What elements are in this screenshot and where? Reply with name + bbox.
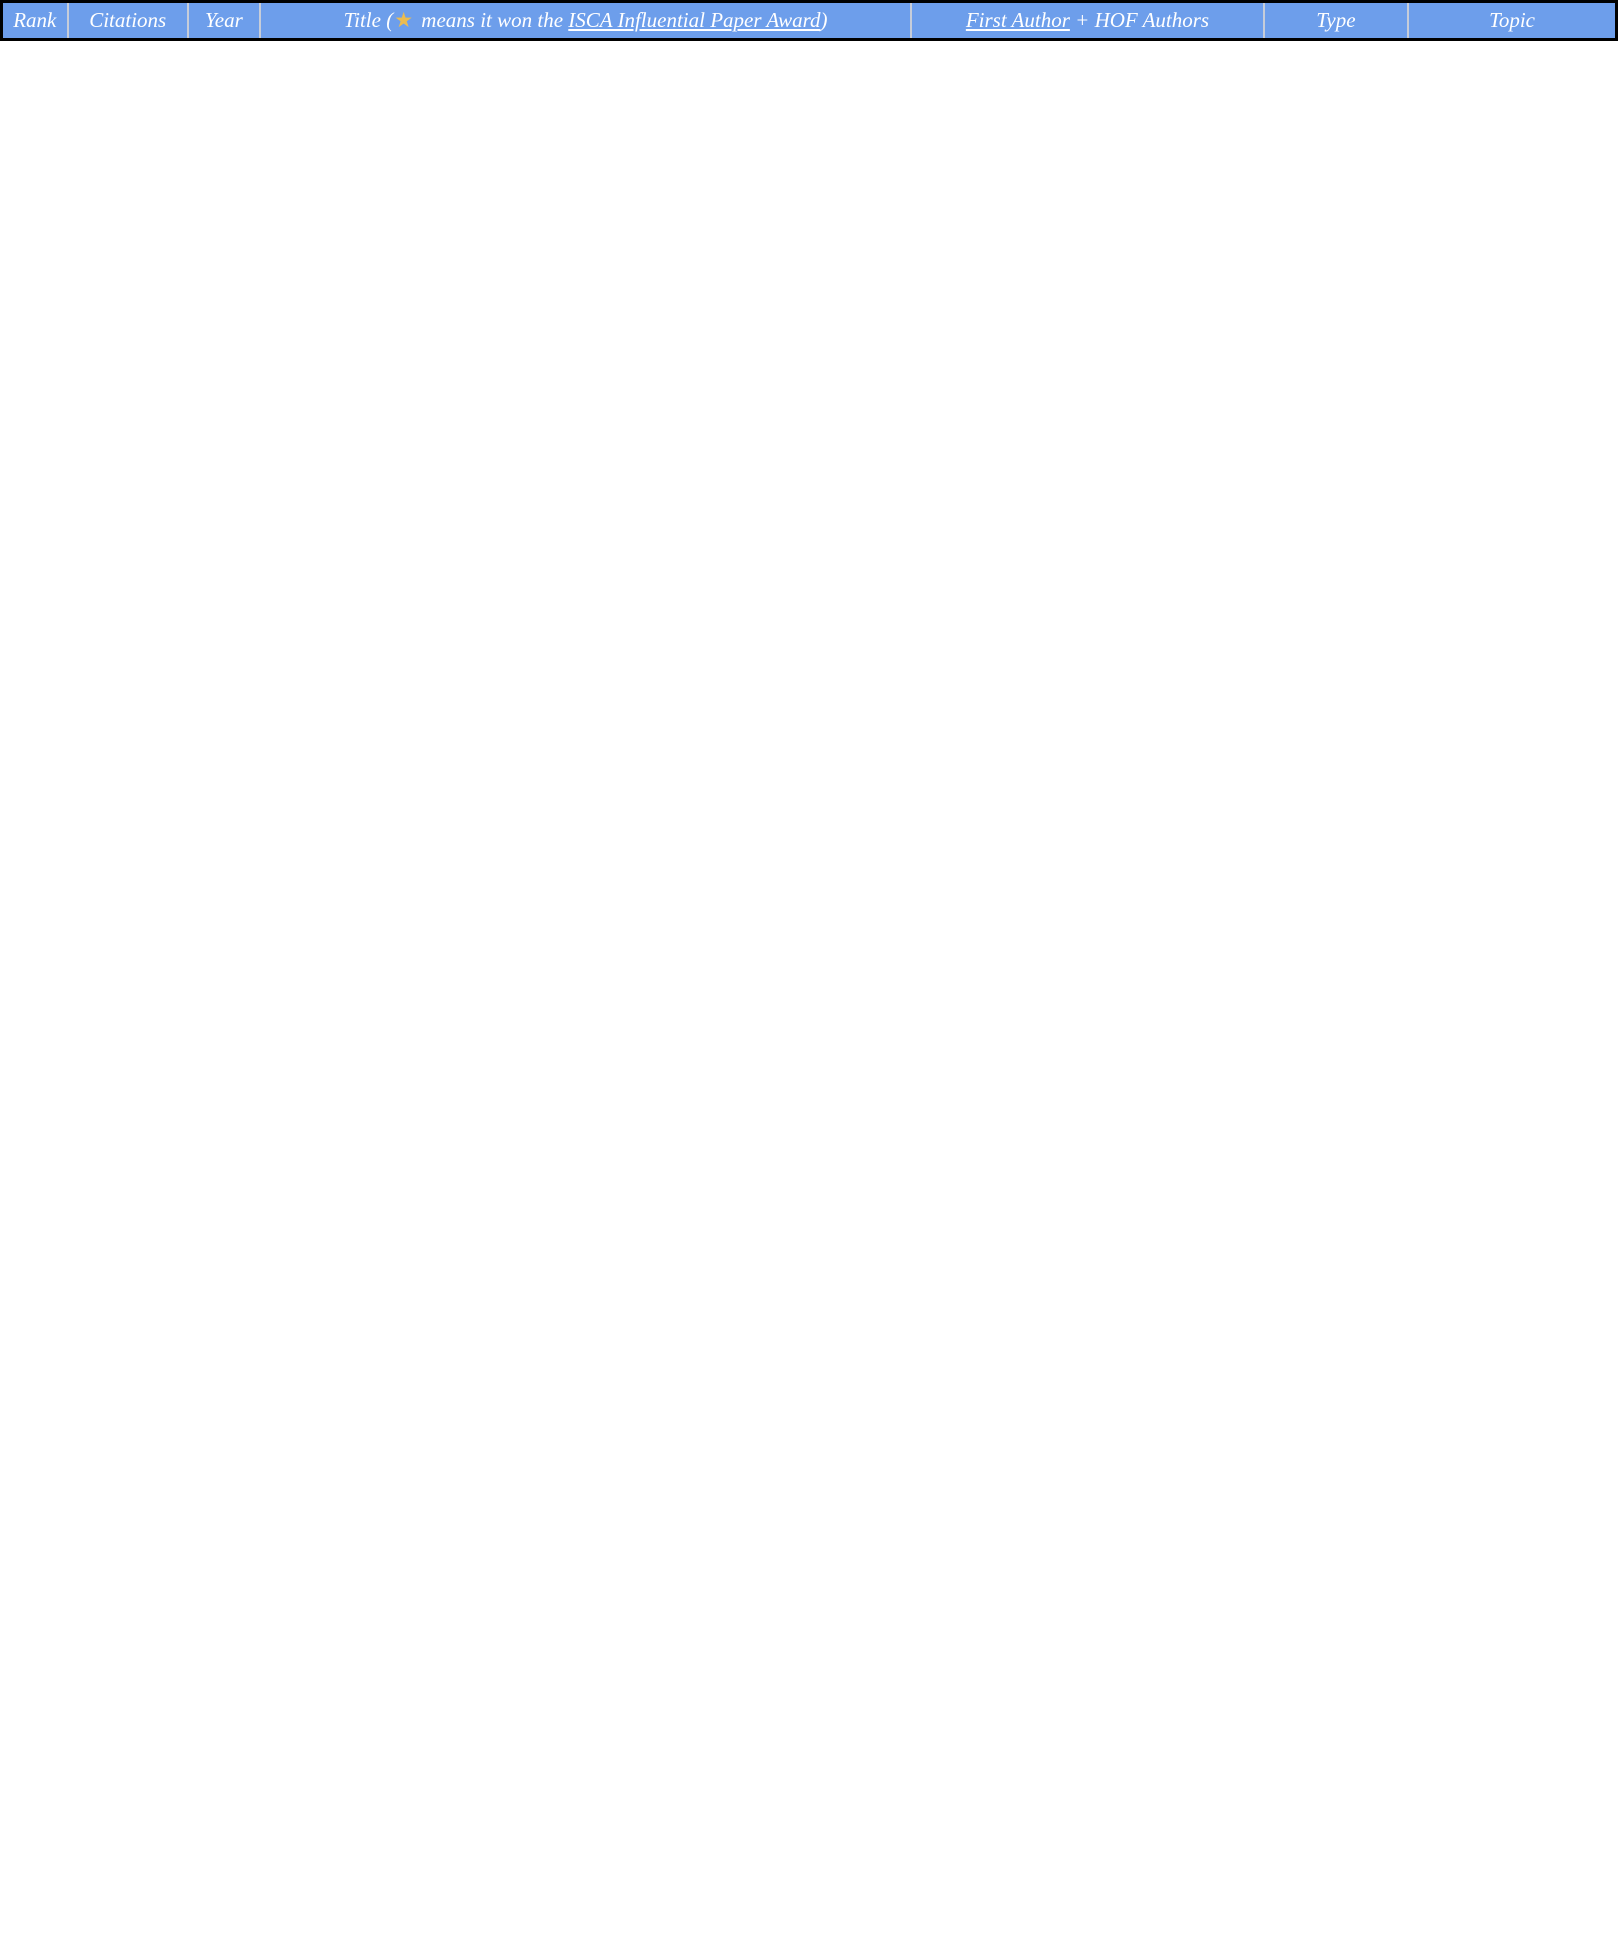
header-row <box>2 2 1617 40</box>
col-header-title <box>260 2 911 40</box>
col-header-topic: Topic <box>1408 2 1616 40</box>
col-header-authors <box>911 2 1264 40</box>
isca-award-label: ISCA Influential Paper Award <box>568 8 821 32</box>
col-header-year: Year <box>188 2 260 40</box>
col-header-rank: Rank <box>2 2 68 40</box>
title-header-post: ) <box>820 8 828 32</box>
first-author-label: First Author <box>965 8 1070 32</box>
award-star-icon: ★ <box>394 8 414 32</box>
title-header-pre: Title ( <box>343 8 394 32</box>
col-header-type: Type <box>1264 2 1408 40</box>
hof-authors-label: HOF Authors <box>1094 8 1210 32</box>
title-header-mid: means it won the <box>416 8 569 32</box>
papers-table <box>0 0 1618 41</box>
col-header-citations: Citations <box>68 2 188 40</box>
author-plus-label: + <box>1069 8 1095 32</box>
